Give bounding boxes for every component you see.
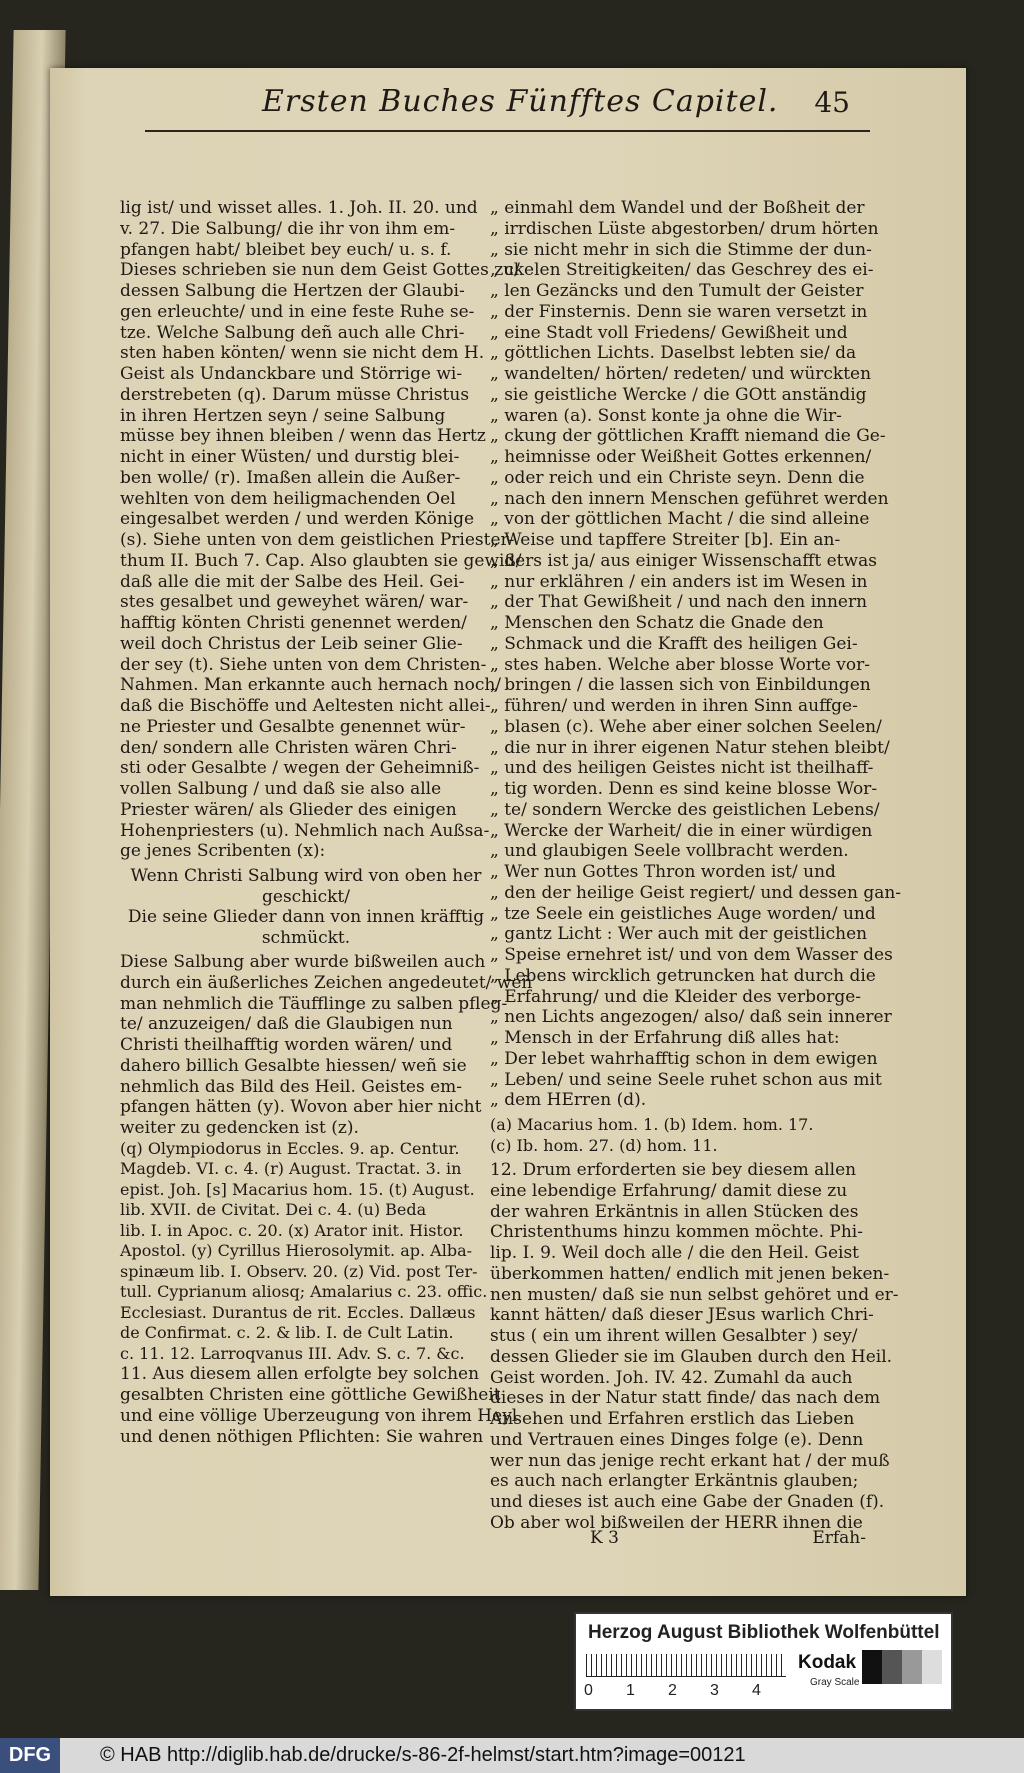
text-line: und eine völlige Uberzeugung von ihrem Heyl xyxy=(120,1405,518,1426)
quote-line: „ Menschen den Schatz die Gnade den xyxy=(490,613,824,633)
gray-scale-label: Gray Scale xyxy=(810,1677,860,1688)
text-line: der sey (t). Siehe unten von dem Christen- xyxy=(120,654,487,675)
quote-line: „ den der heilige Geist regiert/ und dessen gan- xyxy=(490,882,902,903)
text-line: Geist als Undanckbare und Störrige wi- xyxy=(120,364,463,384)
text-line: sten haben könten/ wenn sie nicht dem H. xyxy=(120,343,485,364)
text-line: durch ein äußerliches Zeichen angedeutet/ weñ xyxy=(120,972,533,993)
quote-line: „ Erfahrung/ und die Kleider des verborge- xyxy=(490,986,862,1007)
quote-line: „ nur erklähren / ein anders ist im Wesen in xyxy=(490,571,868,592)
verse-line: Wenn Christi Salbung wird von oben her xyxy=(130,866,482,886)
text-line: Christi theilhafftig worden wären/ und xyxy=(120,1035,453,1055)
text-line: 11. Aus diesem allen erfolgte bey solchen xyxy=(120,1364,480,1385)
text-line: te/ anzuzeigen/ daß die Glaubigen nun xyxy=(120,1014,453,1035)
text-line: nehmlich das Bild des Heil. Geistes em- xyxy=(120,1076,463,1097)
text-line: lig ist/ und wisset alles. 1. Joh. II. 20. und xyxy=(120,198,478,218)
text-line: Priester wären/ als Glieder des einigen xyxy=(120,799,457,820)
quote-line: „ ders ist ja/ aus einiger Wissenschafft etwas xyxy=(490,550,877,571)
text-line: dahero billich Gesalbte hiessen/ weñ sie xyxy=(120,1055,467,1076)
footnote-line: de Confirmat. c. 2. & lib. I. de Cult Latin. xyxy=(120,1323,454,1343)
quote-line: „ und glaubigen Seele vollbracht werden. xyxy=(490,841,849,862)
quote-line: „ waren (a). Sonst konte ja ohne die Wir- xyxy=(490,405,842,426)
footnote-line: Apostol. (y) Cyrillus Hierosolymit. ap. Alba- xyxy=(120,1241,473,1261)
text-line: eingesalbet werden / und werden Könige xyxy=(120,509,475,530)
quote-line: „ eine Stadt voll Friedens/ Gewißheit und xyxy=(490,322,848,343)
text-line: der wahren Erkäntnis in allen Stücken des xyxy=(490,1201,859,1222)
text-line: kannt hätten/ daß dieser JEsus warlich Chri- xyxy=(490,1305,874,1326)
right-column xyxy=(490,198,902,1534)
quote-line: „ ckelen Streitigkeiten/ das Geschrey des ei- xyxy=(490,260,874,281)
text-line: es auch nach erlangter Erkäntnis glauben; xyxy=(490,1471,859,1492)
text-line: Ob aber wol bißweilen der HERR ihnen die xyxy=(490,1512,863,1533)
quote-line: „ len Gezäncks und den Tumult der Geister xyxy=(490,281,864,301)
text-line: derstrebeten (q). Darum müsse Christus xyxy=(120,384,470,405)
text-line: hafftig könten Christi genennet werden/ xyxy=(120,613,467,633)
text-line: nen musten/ daß sie nun selbst gehöret und er- xyxy=(490,1284,899,1305)
quote-line: „ nen Lichts angezogen/ also/ daß sein innerer xyxy=(490,1007,892,1028)
quote-line: „ irrdischen Lüste abgestorben/ drum hörten xyxy=(490,218,879,239)
text-line: und dieses ist auch eine Gabe der Gnaden (f). xyxy=(490,1492,885,1512)
quote-line: „ heimnisse oder Weißheit Gottes erkennen/ xyxy=(490,447,872,467)
quote-line: „ te/ sondern Wercke des geistlichen Lebens/ xyxy=(490,799,880,820)
left-column xyxy=(120,198,533,1447)
text-line: Geist worden. Joh. IV. 42. Zumahl da auch xyxy=(490,1367,853,1388)
ruler-number: 2 xyxy=(668,1682,677,1699)
text-line: stus ( ein um ihrent willen Gesalbter ) sey/ xyxy=(490,1326,858,1346)
text-line: den/ sondern alle Christen wären Chri- xyxy=(120,737,457,758)
footnote-line: (a) Macarius hom. 1. (b) Idem. hom. 17. xyxy=(490,1115,814,1134)
quote-line: „ Der lebet wahrhafftig schon in dem ewigen xyxy=(490,1048,878,1069)
text-line: weil doch Christus der Leib seiner Glie- xyxy=(120,633,463,654)
text-line: man nehmlich die Täufflinge zu salben pfleg- xyxy=(120,993,508,1014)
text-line: daß die Bischöffe und Aeltesten nicht allei- xyxy=(120,696,491,716)
header-rule xyxy=(145,130,870,132)
text-line: dessen Glieder sie im Glauben durch den Heil. xyxy=(490,1346,893,1367)
text-line: stes gesalbet und geweyhet wären/ war- xyxy=(120,592,469,613)
quote-line: „ Weise und tapffere Streiter [b]. Ein an- xyxy=(490,530,841,550)
quote-line: „ tze Seele ein geistliches Auge worden/ und xyxy=(490,903,876,924)
text-line: pfangen hätten (y). Wovon aber hier nicht xyxy=(120,1097,482,1118)
text-line: vollen Salbung / und daß sie also alle xyxy=(120,779,442,799)
quote-line: „ Leben/ und seine Seele ruhet schon aus mit xyxy=(490,1069,882,1090)
quote-line: „ von der göttlichen Macht / die sind alleine xyxy=(490,509,870,530)
credit-link[interactable]: © HAB http://diglib.hab.de/drucke/s-86-2f-helmst/start.htm?image=00121 xyxy=(100,1744,746,1766)
text-line: Diese Salbung aber wurde bißweilen auch xyxy=(120,952,486,972)
text-line: Nahmen. Man erkannte auch hernach noch/ xyxy=(120,675,502,696)
text-line: ge jenes Scribenten (x): xyxy=(120,841,326,862)
text-line: dieses in der Natur statt finde/ das nach dem xyxy=(490,1388,881,1409)
catchword: Erfah- xyxy=(812,1528,866,1548)
text-line: ben wolle/ (r). Imaßen allein die Außer- xyxy=(120,467,461,488)
quote-line: „ die nur in ihrer eigenen Natur stehen bleibt/ xyxy=(490,737,890,758)
footnote-line: c. 11. 12. Larroqvanus III. Adv. S. c. 7. &c. xyxy=(120,1343,465,1363)
text-line: Ansehen und Erfahren erstlich das Lieben xyxy=(490,1409,855,1429)
footnote-line: Ecclesiast. Durantus de rit. Eccles. Dallæus xyxy=(120,1302,476,1322)
footnote-line: (q) Olympiodorus in Eccles. 9. ap. Centur. xyxy=(120,1138,460,1158)
quote-line: „ Speise ernehret ist/ und von dem Wasser des xyxy=(490,945,893,965)
library-name: Herzog August Bibliothek Wolfenbüttel xyxy=(588,1622,940,1643)
text-line: wer nun das jenige recht erkant hat / der muß xyxy=(490,1450,890,1471)
footnote-line: epist. Joh. [s] Macarius hom. 15. (t) August. xyxy=(120,1179,475,1199)
text-line: eine lebendige Erfahrung/ damit diese zu xyxy=(490,1180,848,1201)
text-line: Dieses schrieben sie nun dem Geist Gottes zu/ xyxy=(120,260,520,281)
text-line: nicht in einer Wüsten/ und durstig blei- xyxy=(120,447,460,467)
quote-line: „ nach den innern Menschen geführet werden xyxy=(490,488,889,509)
text-line: in ihren Hertzen seyn / seine Salbung xyxy=(120,405,446,426)
text-line: pfangen habt/ bleibet bey euch/ u. s. f. xyxy=(120,239,452,260)
quote-line: „ oder reich und ein Christe seyn. Denn die xyxy=(490,467,865,488)
quote-line: „ Wer nun Gottes Thron worden ist/ und xyxy=(490,862,836,882)
page-number: 45 xyxy=(814,86,850,119)
quote-line: „ tig worden. Denn es sind keine blosse Wor- xyxy=(490,779,878,799)
quote-line: „ Schmack und die Krafft des heiligen Gei- xyxy=(490,633,858,654)
footnote-line: spinæum lib. I. Observ. 20. (z) Vid. post Ter- xyxy=(120,1261,478,1281)
verse-line: schmückt. xyxy=(261,927,351,948)
text-line: wehlten von dem heiligmachenden Oel xyxy=(120,488,456,509)
quote-line: „ Wercke der Warheit/ die in einer würdigen xyxy=(490,820,873,841)
quote-line: „ bringen / die lassen sich von Einbildungen xyxy=(490,675,871,696)
text-line: (s). Siehe unten von dem geistlichen Priester- xyxy=(120,530,515,550)
text-line: überkommen hatten/ endlich mit jenen beken- xyxy=(490,1263,890,1284)
text-line: gesalbten Christen eine göttliche Gewißheit xyxy=(120,1385,501,1405)
text-line: sti oder Gesalbte / wegen der Geheimniß- xyxy=(120,758,480,779)
text-line: Christenthums hinzu kommen möchte. Phi- xyxy=(490,1222,863,1243)
footer-bar xyxy=(0,1738,1024,1773)
quote-line: „ stes haben. Welche aber blosse Worte vor- xyxy=(490,654,871,675)
verse-line: geschickt/ xyxy=(262,886,350,907)
text-line: dessen Salbung die Hertzen der Glaubi- xyxy=(120,281,465,301)
quote-line: „ sie geistliche Wercke / die GOtt anständig xyxy=(490,384,867,405)
footnote-line: lib. I. in Apoc. c. 20. (x) Arator init. Histor. xyxy=(120,1220,464,1240)
text-line: 12. Drum erforderten sie bey diesem allen xyxy=(490,1160,857,1180)
quote-line: „ führen/ und werden in ihren Sinn auffge- xyxy=(490,696,858,716)
text-line: und denen nöthigen Pflichten: Sie wahren xyxy=(120,1426,484,1447)
text-line: und Vertrauen eines Dinges folge (e). Denn xyxy=(490,1429,864,1450)
ruler-number: 3 xyxy=(710,1682,719,1699)
quote-line: „ und des heiligen Geistes nicht ist theilhaff- xyxy=(490,758,874,779)
quote-line: „ der Finsternis. Denn sie waren versetzt in xyxy=(490,301,868,322)
verse-line: Die seine Glieder dann von innen kräfftig xyxy=(127,907,485,927)
quote-line: „ Lebens wircklich getruncken hat durch die xyxy=(490,965,876,986)
quote-line: „ göttlichen Lichts. Daselbst lebten sie/ da xyxy=(490,343,857,364)
kodak-logo: Kodak xyxy=(798,1652,857,1673)
text-line: müsse bey ihnen bleiben / wenn das Hertz xyxy=(120,426,486,447)
page-header xyxy=(80,80,870,130)
running-title: Ersten Buches Fünfftes Capitel. xyxy=(262,84,779,119)
dfg-logo: DFG xyxy=(0,1738,60,1773)
ruler-icon xyxy=(586,1654,786,1677)
quote-line: „ wandelten/ hörten/ redeten/ und würckten xyxy=(490,364,872,384)
quote-line: „ Mensch in der Erfahrung diß alles hat: xyxy=(490,1028,840,1048)
quote-line: „ gantz Licht : Wer auch mit der geistlichen xyxy=(490,924,868,945)
quote-line: „ ckung der göttlichen Krafft niemand die Ge- xyxy=(490,426,886,447)
ruler-number: 4 xyxy=(752,1682,761,1699)
footnote-line: (c) Ib. hom. 27. (d) hom. 11. xyxy=(490,1135,718,1155)
text-line: gen erleuchte/ und in eine feste Ruhe se- xyxy=(120,301,475,322)
text-line: thum II. Buch 7. Cap. Also glaubten sie gewiß/ xyxy=(120,550,522,571)
footnote-line: Magdeb. VI. c. 4. (r) August. Tractat. 3. in xyxy=(120,1159,462,1179)
quote-line: „ einmahl dem Wandel und der Boßheit der xyxy=(490,198,865,218)
quote-line: „ dem HErren (d). xyxy=(490,1090,647,1111)
ruler-number: 1 xyxy=(626,1682,635,1699)
text-line: tze. Welche Salbung deñ auch alle Chri- xyxy=(120,322,465,343)
gray-patches xyxy=(862,1650,942,1684)
quote-line: „ der That Gewißheit / und nach den innern xyxy=(490,592,868,613)
text-line: weiter zu gedencken ist (z). xyxy=(120,1118,359,1138)
footnote-line: lib. XVII. de Civitat. Dei c. 4. (u) Beda xyxy=(120,1200,427,1220)
quote-line: „ blasen (c). Wehe aber einer solchen Seelen/ xyxy=(490,716,882,737)
text-line: lip. I. 9. Weil doch alle / die den Heil. Geist xyxy=(490,1243,860,1263)
text-line: v. 27. Die Salbung/ die ihr von ihm em- xyxy=(120,218,456,239)
text-line: ne Priester und Gesalbte genennet wür- xyxy=(120,716,466,737)
ruler-number: 0 xyxy=(584,1682,593,1699)
signature-mark: K 3 xyxy=(590,1528,619,1548)
text-line: daß alle die mit der Salbe des Heil. Gei- xyxy=(120,571,465,592)
footnote-line: tull. Cyprianum aliosq; Amalarius c. 23. offic. xyxy=(120,1282,488,1302)
color-scale-card xyxy=(574,1612,953,1711)
quote-line: „ sie nicht mehr in sich die Stimme der dun- xyxy=(490,239,872,260)
text-line: Hohenpriesters (u). Nehmlich nach Außsa- xyxy=(120,820,490,841)
